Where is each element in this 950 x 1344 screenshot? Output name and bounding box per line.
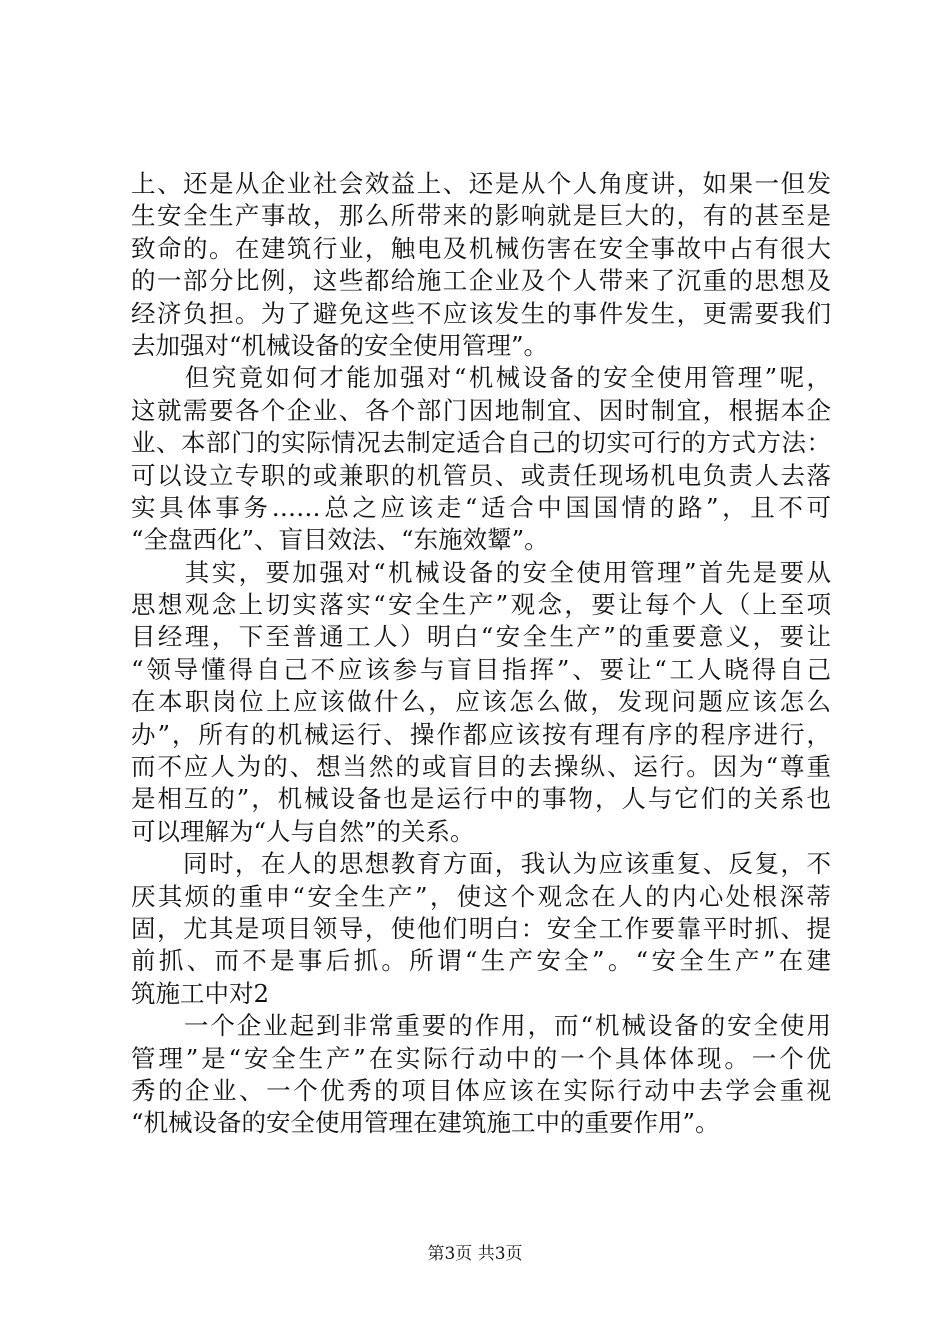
text-line: 生安全生产事故，那么所带来的影响就是巨大的，有的甚至是 <box>131 201 831 231</box>
text-line: 但究竟如何才能加强对“机械设备的安全使用管理”呢， <box>131 363 831 393</box>
text-line: 思想观念上切实落实“安全生产”观念，要让每个人（上至项 <box>131 590 831 620</box>
document-body <box>131 168 831 1140</box>
text-line: “全盘西化”、盲目效法、“东施效颦”。 <box>131 525 549 555</box>
text-line: 前抓、而不是事后抓。所谓“生产安全”。“安全生产”在建 <box>131 946 831 976</box>
text-line: 这就需要各个企业、各个部门因地制宜、因时制宜，根据本企 <box>131 395 831 425</box>
text-line: 厌其烦的重申“安全生产”，使这个观念在人的内心处根深蒂 <box>131 881 831 911</box>
text-line: 业、本部门的实际情况去制定适合自己的切实可行的方式方法： <box>131 428 831 458</box>
text-line: 而不应人为的、想当然的或盲目的去操纵、运行。因为“尊重 <box>131 752 831 782</box>
text-line: “领导懂得自己不应该参与盲目指挥”、要让“工人晓得自己 <box>131 654 831 684</box>
text-line: 经济负担。为了避免这些不应该发生的事件发生，更需要我们 <box>131 298 831 328</box>
text-line: 可以设立专职的或兼职的机管员、或责任现场机电负责人去落 <box>131 460 831 490</box>
text-line: 固，尤其是项目领导，使他们明白：安全工作要靠平时抓、提 <box>131 913 831 943</box>
text-line: 是相互的”，机械设备也是运行中的事物，人与它们的关系也 <box>131 784 831 814</box>
text-line: 上、还是从企业社会效益上、还是从个人角度讲，如果一但发 <box>131 169 831 198</box>
text-line: 同时，在人的思想教育方面，我认为应该重复、反复，不 <box>131 849 831 879</box>
text-line: 的一部分比例，这些都给施工企业及个人带来了沉重的思想及 <box>131 266 831 296</box>
text-line: 一个企业起到非常重要的作用，而“机械设备的安全使用 <box>131 1011 831 1041</box>
text-line: 致命的。在建筑行业，触电及机械伤害在安全事故中占有很大 <box>131 233 831 263</box>
text-line: 实具体事务……总之应该走“适合中国国情的路”，且不可 <box>131 492 831 522</box>
text-line: 去加强对“机械设备的安全使用管理”。 <box>131 330 549 360</box>
text-line: 秀的企业、一个优秀的项目体应该在实际行动中去学会重视 <box>131 1075 831 1105</box>
text-line: 管理”是“安全生产”在实际行动中的一个具体体现。一个优 <box>131 1043 831 1073</box>
text-line: 其实，要加强对“机械设备的安全使用管理”首先是要从 <box>131 557 831 587</box>
text-line: 办”，所有的机械运行、操作都应该按有理有序的程序进行， <box>131 719 831 749</box>
text-line: 在本职岗位上应该做什么，应该怎么做，发现问题应该怎么 <box>131 687 831 717</box>
text-line: “机械设备的安全使用管理在建筑施工中的重要作用”。 <box>131 1108 720 1138</box>
page-footer: 第3页 共3页 <box>427 1244 523 1264</box>
text-line: 筑施工中对2 <box>131 978 270 1008</box>
text-line: 目经理，下至普通工人）明白“安全生产”的重要意义，要让 <box>131 622 831 652</box>
text-line: 可以理解为“人与自然”的关系。 <box>131 816 475 846</box>
